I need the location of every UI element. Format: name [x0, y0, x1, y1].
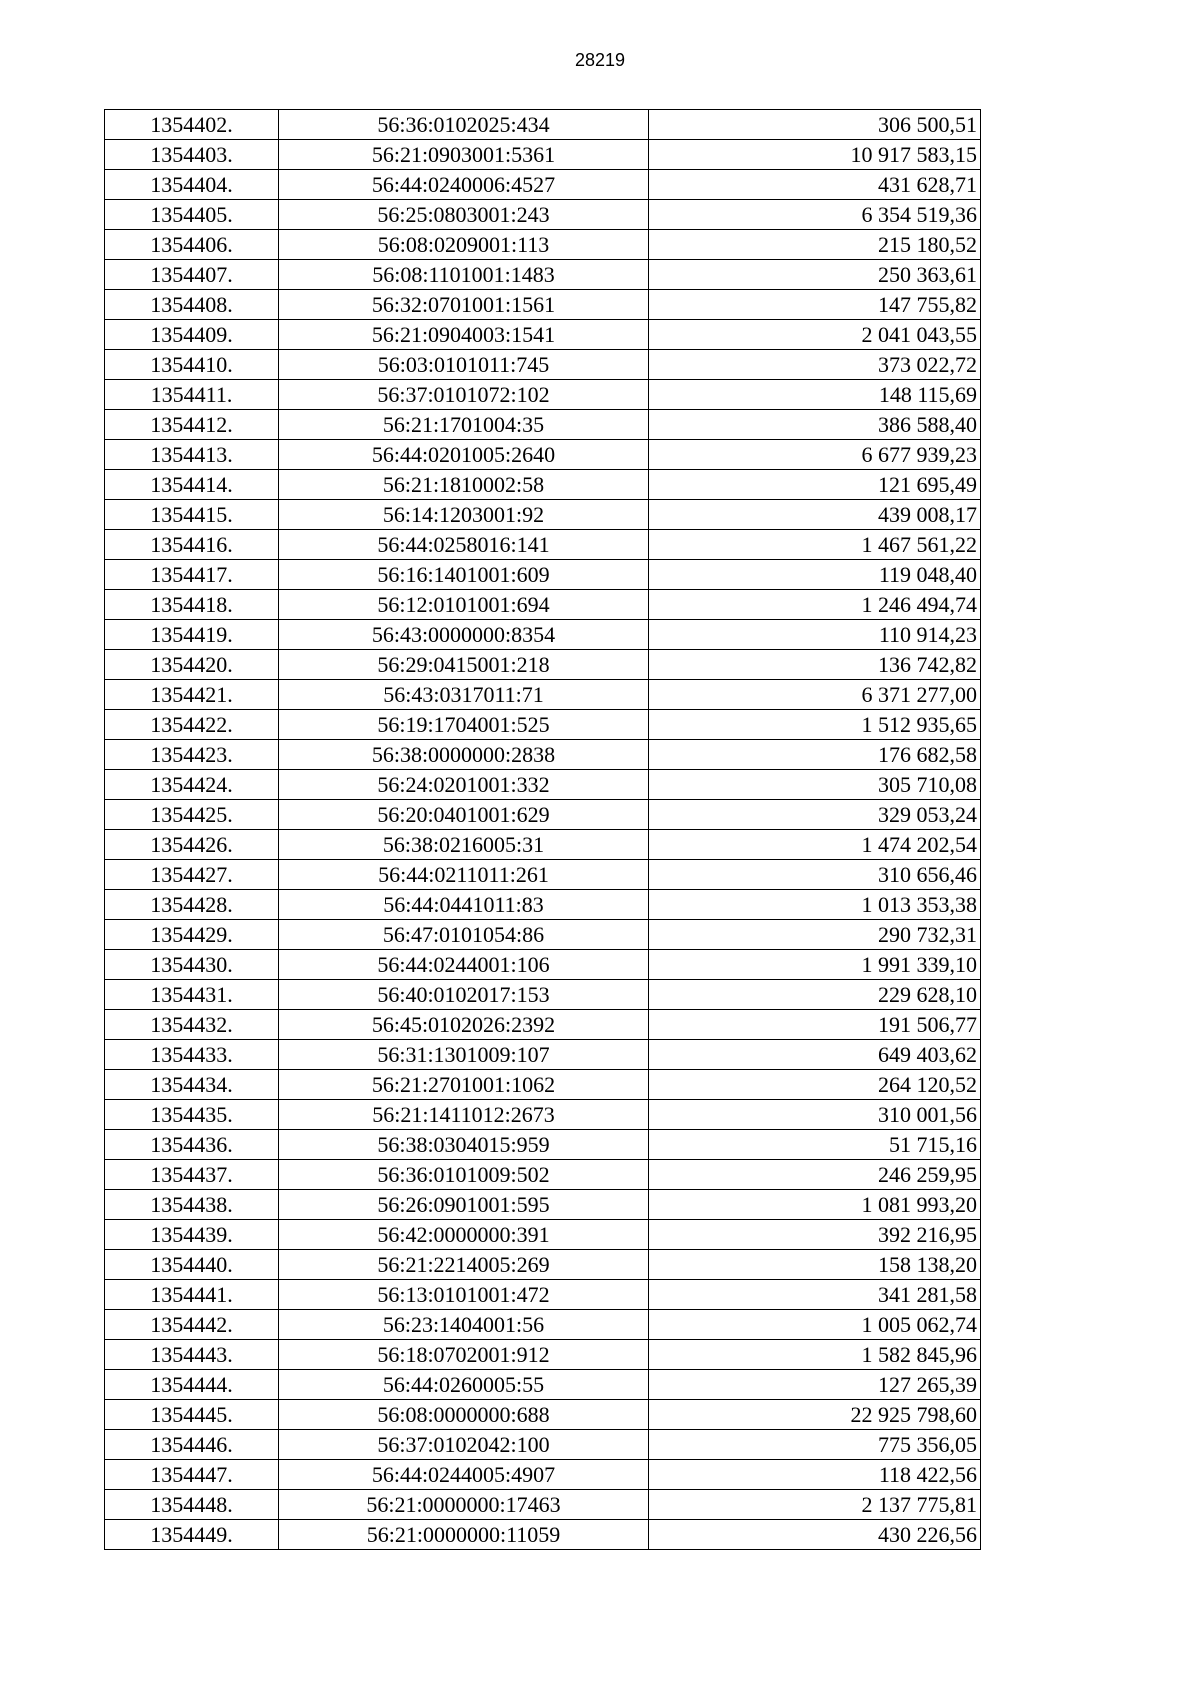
cadastral-value-cell: 2 137 775,81 — [649, 1490, 981, 1520]
cadastral-value-cell: 176 682,58 — [649, 740, 981, 770]
cadastral-value-cell: 10 917 583,15 — [649, 140, 981, 170]
row-number-cell: 1354436. — [105, 1130, 279, 1160]
cadastral-number-cell: 56:14:1203001:92 — [279, 500, 649, 530]
row-number-cell: 1354449. — [105, 1520, 279, 1550]
table-row — [105, 710, 981, 740]
cadastral-value-cell: 1 512 935,65 — [649, 710, 981, 740]
cadastral-number-cell: 56:21:0904003:1541 — [279, 320, 649, 350]
cadastral-number-cell: 56:21:1701004:35 — [279, 410, 649, 440]
cadastral-number-cell: 56:21:2701001:1062 — [279, 1070, 649, 1100]
cadastral-number-cell: 56:16:1401001:609 — [279, 560, 649, 590]
cadastral-value-cell: 6 371 277,00 — [649, 680, 981, 710]
row-number-cell: 1354416. — [105, 530, 279, 560]
cadastral-number-cell: 56:44:0258016:141 — [279, 530, 649, 560]
table-row — [105, 1460, 981, 1490]
row-number-cell: 1354433. — [105, 1040, 279, 1070]
row-number-cell: 1354435. — [105, 1100, 279, 1130]
row-number-cell: 1354426. — [105, 830, 279, 860]
table-row — [105, 380, 981, 410]
cadastral-value-cell: 22 925 798,60 — [649, 1400, 981, 1430]
table-row — [105, 1520, 981, 1550]
cadastral-value-cell: 329 053,24 — [649, 800, 981, 830]
cadastral-number-cell: 56:37:0102042:100 — [279, 1430, 649, 1460]
table-row — [105, 1010, 981, 1040]
cadastral-number-cell: 56:24:0201001:332 — [279, 770, 649, 800]
cadastral-number-cell: 56:21:1411012:2673 — [279, 1100, 649, 1130]
cadastral-number-cell: 56:12:0101001:694 — [279, 590, 649, 620]
table-row — [105, 590, 981, 620]
row-number-cell: 1354403. — [105, 140, 279, 170]
cadastral-number-cell: 56:29:0415001:218 — [279, 650, 649, 680]
table-row — [105, 470, 981, 500]
cadastral-value-cell: 1 474 202,54 — [649, 830, 981, 860]
row-number-cell: 1354437. — [105, 1160, 279, 1190]
cadastral-number-cell: 56:38:0000000:2838 — [279, 740, 649, 770]
table-row — [105, 1250, 981, 1280]
table-row — [105, 1370, 981, 1400]
cadastral-value-cell: 1 582 845,96 — [649, 1340, 981, 1370]
table-row — [105, 1070, 981, 1100]
row-number-cell: 1354420. — [105, 650, 279, 680]
cadastral-number-cell: 56:31:1301009:107 — [279, 1040, 649, 1070]
table-row — [105, 650, 981, 680]
row-number-cell: 1354446. — [105, 1430, 279, 1460]
cadastral-value-cell: 775 356,05 — [649, 1430, 981, 1460]
table-row — [105, 200, 981, 230]
row-number-cell: 1354448. — [105, 1490, 279, 1520]
table-row — [105, 140, 981, 170]
cadastral-value-cell: 118 422,56 — [649, 1460, 981, 1490]
table-row — [105, 350, 981, 380]
cadastral-value-cell: 1 246 494,74 — [649, 590, 981, 620]
row-number-cell: 1354407. — [105, 260, 279, 290]
cadastral-value-cell: 127 265,39 — [649, 1370, 981, 1400]
cadastral-value-cell: 121 695,49 — [649, 470, 981, 500]
cadastral-value-cell: 148 115,69 — [649, 380, 981, 410]
cadastral-value-cell: 290 732,31 — [649, 920, 981, 950]
row-number-cell: 1354429. — [105, 920, 279, 950]
table-row — [105, 1280, 981, 1310]
cadastral-value-cell: 341 281,58 — [649, 1280, 981, 1310]
cadastral-number-cell: 56:38:0304015:959 — [279, 1130, 649, 1160]
table-row — [105, 830, 981, 860]
row-number-cell: 1354422. — [105, 710, 279, 740]
table-row — [105, 620, 981, 650]
row-number-cell: 1354412. — [105, 410, 279, 440]
row-number-cell: 1354409. — [105, 320, 279, 350]
cadastral-number-cell: 56:42:0000000:391 — [279, 1220, 649, 1250]
cadastral-value-cell: 6 354 519,36 — [649, 200, 981, 230]
table-row — [105, 1160, 981, 1190]
row-number-cell: 1354441. — [105, 1280, 279, 1310]
row-number-cell: 1354413. — [105, 440, 279, 470]
table-row — [105, 950, 981, 980]
cadastral-value-cell: 191 506,77 — [649, 1010, 981, 1040]
table-row — [105, 440, 981, 470]
table-row — [105, 170, 981, 200]
table-row — [105, 980, 981, 1010]
row-number-cell: 1354414. — [105, 470, 279, 500]
cadastral-value-cell: 392 216,95 — [649, 1220, 981, 1250]
cadastral-value-cell: 229 628,10 — [649, 980, 981, 1010]
cadastral-number-cell: 56:44:0211011:261 — [279, 860, 649, 890]
cadastral-value-cell: 147 755,82 — [649, 290, 981, 320]
row-number-cell: 1354419. — [105, 620, 279, 650]
row-number-cell: 1354432. — [105, 1010, 279, 1040]
cadastral-number-cell: 56:45:0102026:2392 — [279, 1010, 649, 1040]
table-row — [105, 560, 981, 590]
table-row — [105, 530, 981, 560]
row-number-cell: 1354430. — [105, 950, 279, 980]
cadastral-value-cell: 136 742,82 — [649, 650, 981, 680]
row-number-cell: 1354417. — [105, 560, 279, 590]
cadastral-number-cell: 56:23:1404001:56 — [279, 1310, 649, 1340]
cadastral-number-cell: 56:21:2214005:269 — [279, 1250, 649, 1280]
row-number-cell: 1354421. — [105, 680, 279, 710]
table-row — [105, 410, 981, 440]
row-number-cell: 1354410. — [105, 350, 279, 380]
cadastral-value-cell: 110 914,23 — [649, 620, 981, 650]
cadastral-number-cell: 56:32:0701001:1561 — [279, 290, 649, 320]
cadastral-number-cell: 56:38:0216005:31 — [279, 830, 649, 860]
cadastral-number-cell: 56:21:0903001:5361 — [279, 140, 649, 170]
cadastral-value-cell: 431 628,71 — [649, 170, 981, 200]
cadastral-number-cell: 56:43:0317011:71 — [279, 680, 649, 710]
table-row — [105, 800, 981, 830]
cadastral-value-cell: 386 588,40 — [649, 410, 981, 440]
row-number-cell: 1354440. — [105, 1250, 279, 1280]
cadastral-number-cell: 56:44:0201005:2640 — [279, 440, 649, 470]
table-row — [105, 230, 981, 260]
row-number-cell: 1354404. — [105, 170, 279, 200]
row-number-cell: 1354425. — [105, 800, 279, 830]
row-number-cell: 1354406. — [105, 230, 279, 260]
cadastral-value-cell: 649 403,62 — [649, 1040, 981, 1070]
row-number-cell: 1354408. — [105, 290, 279, 320]
row-number-cell: 1354424. — [105, 770, 279, 800]
cadastral-number-cell: 56:08:0209001:113 — [279, 230, 649, 260]
cadastral-number-cell: 56:26:0901001:595 — [279, 1190, 649, 1220]
cadastral-value-cell: 439 008,17 — [649, 500, 981, 530]
row-number-cell: 1354444. — [105, 1370, 279, 1400]
table-row — [105, 500, 981, 530]
table-row — [105, 320, 981, 350]
table-row — [105, 1400, 981, 1430]
cadastral-value-cell: 373 022,72 — [649, 350, 981, 380]
cadastral-value-cell: 1 013 353,38 — [649, 890, 981, 920]
page-number: 28219 — [574, 50, 626, 70]
table-row — [105, 110, 981, 140]
cadastral-number-cell: 56:44:0240006:4527 — [279, 170, 649, 200]
cadastral-value-cell: 430 226,56 — [649, 1520, 981, 1550]
cadastral-number-cell: 56:36:0102025:434 — [279, 110, 649, 140]
cadastral-value-cell: 215 180,52 — [649, 230, 981, 260]
row-number-cell: 1354434. — [105, 1070, 279, 1100]
row-number-cell: 1354443. — [105, 1340, 279, 1370]
cadastral-value-cell: 119 048,40 — [649, 560, 981, 590]
table-row — [105, 1130, 981, 1160]
cadastral-value-cell: 305 710,08 — [649, 770, 981, 800]
cadastral-value-cell: 310 001,56 — [649, 1100, 981, 1130]
cadastral-value-cell: 310 656,46 — [649, 860, 981, 890]
cadastral-number-cell: 56:47:0101054:86 — [279, 920, 649, 950]
table-row — [105, 680, 981, 710]
cadastral-value-cell: 6 677 939,23 — [649, 440, 981, 470]
cadastral-number-cell: 56:21:1810002:58 — [279, 470, 649, 500]
cadastral-number-cell: 56:44:0441011:83 — [279, 890, 649, 920]
cadastral-number-cell: 56:43:0000000:8354 — [279, 620, 649, 650]
cadastral-value-cell: 1 081 993,20 — [649, 1190, 981, 1220]
row-number-cell: 1354427. — [105, 860, 279, 890]
row-number-cell: 1354415. — [105, 500, 279, 530]
table-row — [105, 770, 981, 800]
table-row — [105, 1220, 981, 1250]
cadastral-value-cell: 2 041 043,55 — [649, 320, 981, 350]
row-number-cell: 1354438. — [105, 1190, 279, 1220]
row-number-cell: 1354445. — [105, 1400, 279, 1430]
row-number-cell: 1354423. — [105, 740, 279, 770]
table-row — [105, 920, 981, 950]
table-row — [105, 290, 981, 320]
cadastral-value-cell: 246 259,95 — [649, 1160, 981, 1190]
cadastral-number-cell: 56:19:1704001:525 — [279, 710, 649, 740]
table-row — [105, 1310, 981, 1340]
row-number-cell: 1354447. — [105, 1460, 279, 1490]
row-number-cell: 1354428. — [105, 890, 279, 920]
table-row — [105, 890, 981, 920]
cadastral-number-cell: 56:40:0102017:153 — [279, 980, 649, 1010]
cadastral-value-cell: 1 467 561,22 — [649, 530, 981, 560]
table-row — [105, 1100, 981, 1130]
cadastral-value-cell: 264 120,52 — [649, 1070, 981, 1100]
cadastral-value-cell: 158 138,20 — [649, 1250, 981, 1280]
cadastral-number-cell: 56:03:0101011:745 — [279, 350, 649, 380]
cadastral-value-cell: 306 500,51 — [649, 110, 981, 140]
cadastral-value-cell: 51 715,16 — [649, 1130, 981, 1160]
cadastral-number-cell: 56:44:0260005:55 — [279, 1370, 649, 1400]
row-number-cell: 1354418. — [105, 590, 279, 620]
table-row — [105, 740, 981, 770]
table-row — [105, 1340, 981, 1370]
cadastral-number-cell: 56:18:0702001:912 — [279, 1340, 649, 1370]
cadastral-value-cell: 250 363,61 — [649, 260, 981, 290]
row-number-cell: 1354411. — [105, 380, 279, 410]
cadastral-number-cell: 56:20:0401001:629 — [279, 800, 649, 830]
cadastral-number-cell: 56:44:0244001:106 — [279, 950, 649, 980]
row-number-cell: 1354402. — [105, 110, 279, 140]
cadastral-value-cell: 1 005 062,74 — [649, 1310, 981, 1340]
cadastral-number-cell: 56:08:0000000:688 — [279, 1400, 649, 1430]
cadastral-number-cell: 56:37:0101072:102 — [279, 380, 649, 410]
table-row — [105, 1190, 981, 1220]
row-number-cell: 1354439. — [105, 1220, 279, 1250]
table-row — [105, 1490, 981, 1520]
row-number-cell: 1354405. — [105, 200, 279, 230]
table-row — [105, 260, 981, 290]
table-row — [105, 860, 981, 890]
registry-table — [104, 109, 981, 1550]
cadastral-number-cell: 56:36:0101009:502 — [279, 1160, 649, 1190]
cadastral-value-cell: 1 991 339,10 — [649, 950, 981, 980]
cadastral-number-cell: 56:21:0000000:17463 — [279, 1490, 649, 1520]
cadastral-number-cell: 56:25:0803001:243 — [279, 200, 649, 230]
cadastral-number-cell: 56:21:0000000:11059 — [279, 1520, 649, 1550]
registry-table-body — [105, 110, 981, 1550]
table-row — [105, 1040, 981, 1070]
row-number-cell: 1354442. — [105, 1310, 279, 1340]
cadastral-number-cell: 56:08:1101001:1483 — [279, 260, 649, 290]
table-row — [105, 1430, 981, 1460]
cadastral-number-cell: 56:44:0244005:4907 — [279, 1460, 649, 1490]
cadastral-number-cell: 56:13:0101001:472 — [279, 1280, 649, 1310]
row-number-cell: 1354431. — [105, 980, 279, 1010]
